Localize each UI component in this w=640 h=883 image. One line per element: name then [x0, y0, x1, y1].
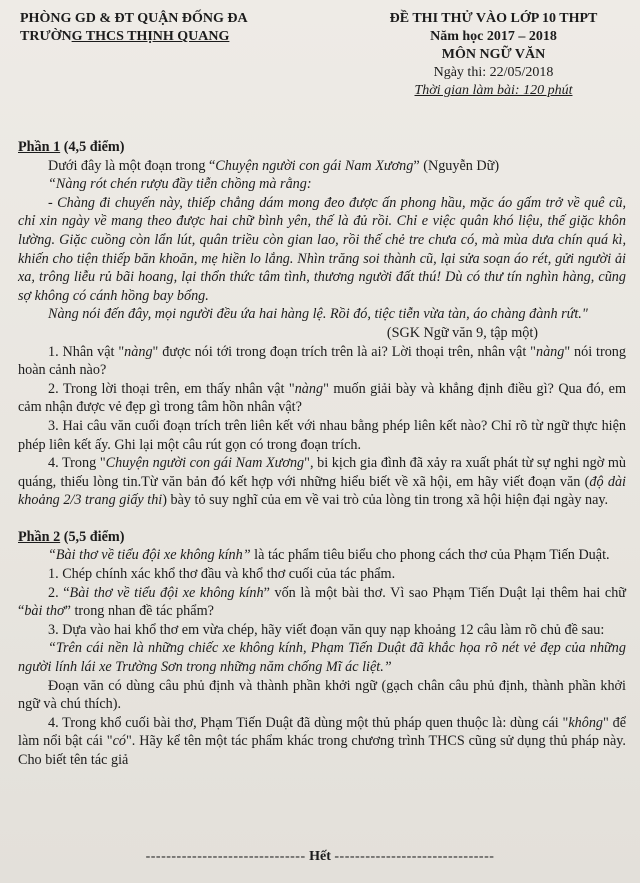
- part2-intro: “Bài thơ về tiểu đội xe không kính” là tác phẩm tiêu biểu cho phong cách thơ của Phạm Tiến Duật.: [48, 547, 610, 564]
- part2-question-3: 3. Dựa vào hai khổ thơ em vừa chép, hãy viết đoạn văn quy nạp khoảng 12 câu làm rõ chủ đề sau:: [48, 621, 605, 638]
- end-marker: ------------------------------- Hết -------------------------------: [145, 849, 495, 864]
- part2-question-2: 2. “Bài thơ về tiểu đội xe không kính” vốn là một bài thơ. Vì sao Phạm Tiến Duật lại thêm hai chữ “bài thơ” trong nhan đề tác phẩm?: [18, 584, 627, 620]
- exam-duration: Thời gian làm bài: 120 phút: [414, 83, 573, 98]
- part1-question-3: 3. Hai câu văn cuối đoạn trích trên liên kết với nhau bằng phép liên kết nào? Chỉ rõ từ ngữ thực hiện phép liên kết ấy. Ghi lại một câu rút gọn có trong đoạn trích.: [18, 417, 626, 453]
- part2-topic-quote: “Trên cái nền là những chiếc xe không kính, Phạm Tiến Duật đã khắc họa rõ nét vẻ đẹp của những người lính lái xe Trường Sơn trong những năm chống Mĩ ác liệt.”: [18, 640, 626, 676]
- subject: MÔN NGỮ VĂN: [441, 47, 546, 62]
- quote-closing: Nàng nói đến đây, mọi người đều ứa hai hàng lệ. Rồi đó, tiệc tiễn vừa tàn, áo chàng đành rứt.": [48, 306, 588, 323]
- quote-line-1: “Nàng rót chén rượu đầy tiễn chồng mà rằng:: [48, 176, 312, 193]
- exam-title: ĐỀ THI THỬ VÀO LỚP 10 THPT: [389, 11, 598, 26]
- part2-question-4: 4. Trong khổ cuối bài thơ, Phạm Tiến Duật đã dùng một thủ pháp quen thuộc là: dùng cái "không" để làm nổi bật cái "có". Hãy kể tên một tác phẩm khác trong chương trình THCS cũng sử dụng thủ pháp này. Cho biết tên tác giả: [18, 714, 626, 768]
- school-name: TRƯỜNG THCS THỊNH QUANG: [20, 29, 230, 44]
- quote-source: (SGK Ngữ văn 9, tập một): [386, 324, 538, 341]
- part2-question-1: 1. Chép chính xác khổ thơ đầu và khổ thơ cuối của tác phẩm.: [48, 566, 396, 583]
- school-block: [18, 10, 290, 100]
- part2-paragraph-note: Đoạn văn có dùng câu phủ định và thành phần khởi ngữ (gạch chân câu phủ định, thành phần khởi ngữ và chú thích).: [18, 677, 626, 713]
- department-name: PHÒNG GD & ĐT QUẬN ĐỐNG ĐA: [20, 11, 248, 26]
- exam-info-block: [371, 10, 626, 100]
- part2-title: Phần 2 (5,5 điểm): [18, 528, 125, 545]
- exam-date: Ngày thi: 22/05/2018: [433, 65, 554, 80]
- quote-paragraph: - Chàng đi chuyến này, thiếp chẳng dám mong đeo được ấn phong hầu, mặc áo gấm trở về quê cũ, chỉ xin ngày về mang theo được hai chữ bình yên, thế là đủ rồi. Chỉ e việc quân khó liệu, thế giặc khôn lường. Giặc cuồng còn lẩn lút, quân triều còn gian lao, rồi thế chẻ tre chưa có, mà mùa dưa chín quá kì, khiến cho tiện thiếp băn khoăn, mẹ hiền lo lắng. Nhìn trăng soi thành cũ, lại sửa soạn áo rét, gửi người ải xa, trông liễu rủ bãi hoang, lại thổn thức tâm tình, thương người đất thú! Dù có thư tín nghìn hàng, cũng sợ không có cánh hồng bay bổng.: [18, 194, 626, 304]
- part1-intro: Dưới đây là một đoạn trong “Chuyện người con gái Nam Xương” (Nguyễn Dữ): [48, 157, 500, 174]
- part1-question-4: 4. Trong "Chuyện người con gái Nam Xương", bi kịch gia đình đã xảy ra xuất phát từ sự nghi ngờ mù quáng, thiếu lòng tin.Từ văn bản đó kết hợp với những hiểu biết về xã hội, em hãy viết đoạn văn (độ dài khoảng 2/3 trang giấy thi) bày tỏ suy nghĩ của em về vai trò của lòng tin trong xã hội hiện đại ngày nay.: [18, 455, 627, 509]
- part1-title: Phần 1 (4,5 điểm): [18, 139, 125, 155]
- part1-question-2: 2. Trong lời thoại trên, em thấy nhân vật "nàng" muốn giải bày và khẳng định điều gì? Qua đó, em cảm nhận được vẻ đẹp gì trong tâm hồn nhân vật?: [18, 380, 626, 416]
- part1-question-1: 1. Nhân vật "nàng" được nói tới trong đoạn trích trên là ai? Lời thoại trên, nhân vật "nàng" nói trong hoàn cảnh nào?: [18, 343, 626, 379]
- header: [18, 10, 626, 100]
- school-year: Năm học 2017 – 2018: [430, 29, 557, 44]
